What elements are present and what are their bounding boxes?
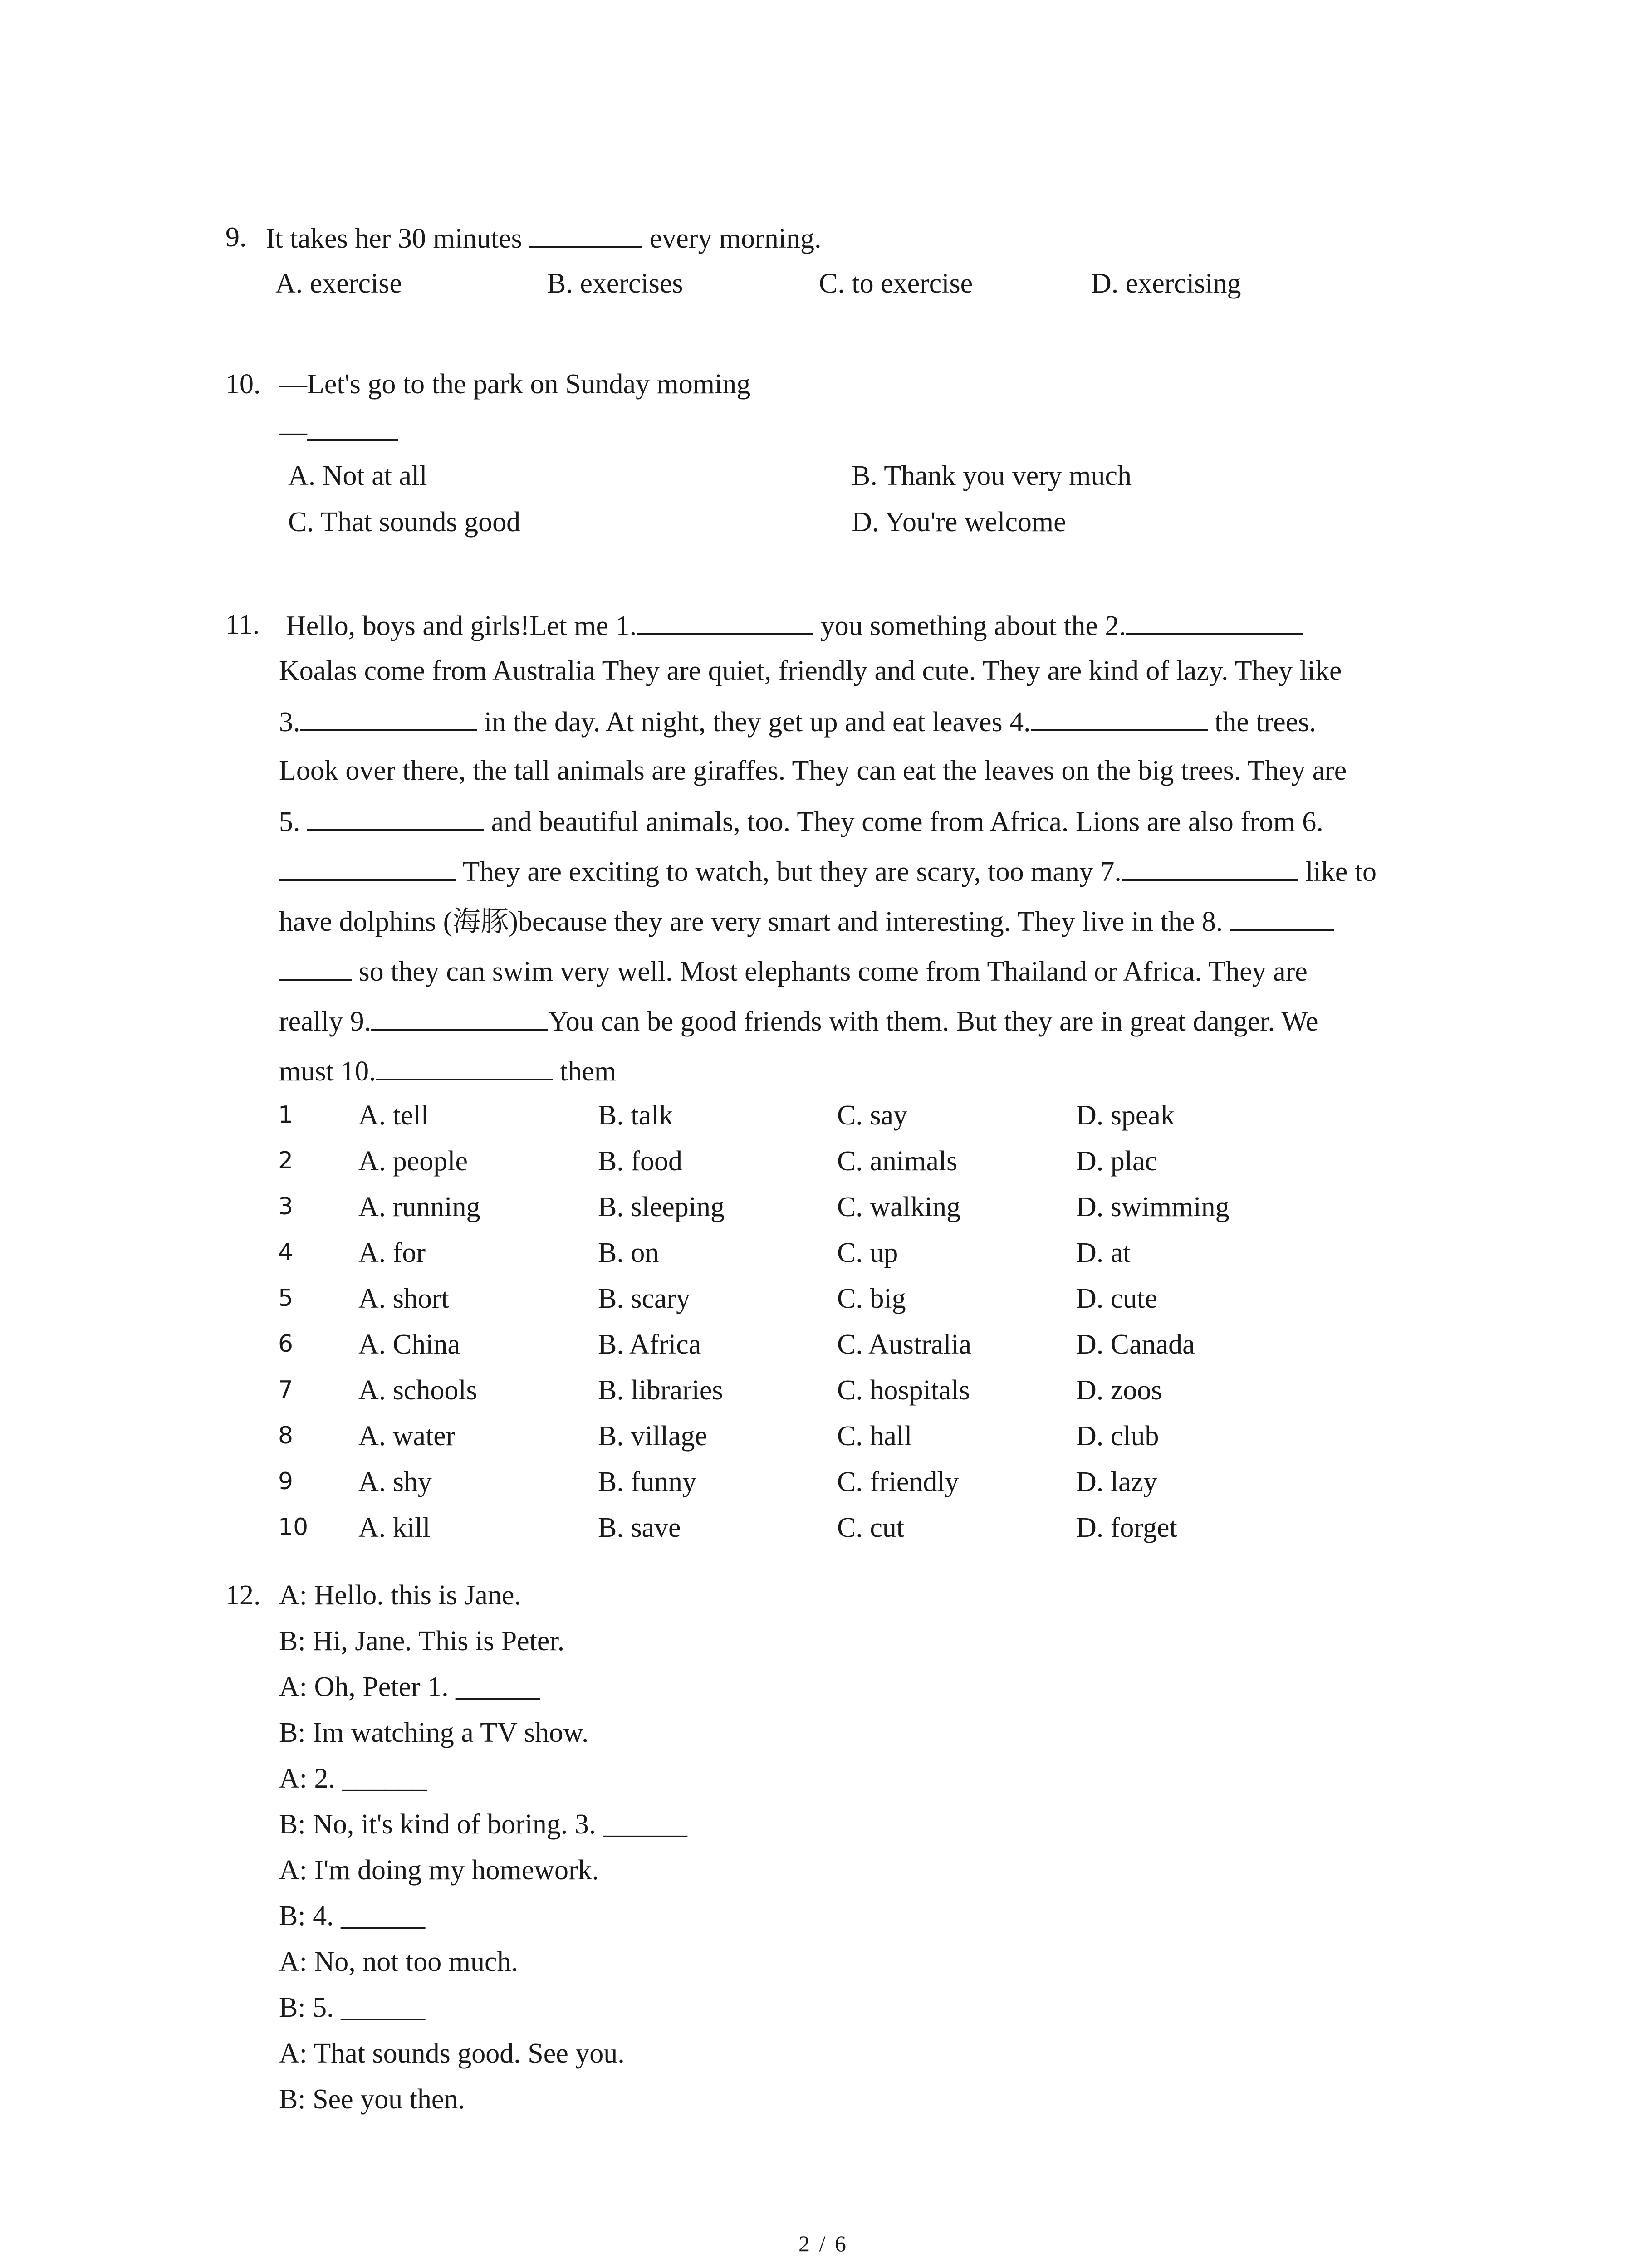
dialogue-line: A: That sounds good. See you.	[279, 2038, 625, 2069]
q11-text: 3.	[279, 707, 300, 738]
q11-text: so they can swim very well. Most elephants come from Thailand or Africa. They are	[358, 956, 1308, 987]
q10-reply	[279, 416, 398, 446]
q11-line-7	[279, 906, 1334, 936]
q9-blank[interactable]	[529, 223, 642, 248]
choice-option[interactable]: B. funny	[598, 1466, 696, 1497]
q11-text: Hello, boys and girls!Let me 1.	[286, 611, 637, 641]
q11-blank-10[interactable]	[376, 1056, 553, 1080]
q10-option-b[interactable]: B. Thank you very much	[852, 460, 1132, 491]
choice-option[interactable]: D. lazy	[1076, 1466, 1158, 1497]
choice-option[interactable]: D. speak	[1076, 1100, 1175, 1131]
choice-option[interactable]: A. people	[358, 1146, 468, 1177]
q9-stem-end: every morning.	[649, 223, 822, 254]
q11-text: You can be good friends with them. But they are in great danger. We	[548, 1006, 1318, 1037]
dialogue-line[interactable]: A: Oh, Peter 1. ______	[279, 1672, 540, 1702]
q11-text: them	[560, 1056, 617, 1087]
q11-line-8	[279, 956, 1308, 986]
choice-option[interactable]: C. big	[837, 1283, 906, 1314]
choice-option[interactable]: A. short	[358, 1283, 449, 1314]
q11-line-1	[286, 611, 1303, 640]
choice-option[interactable]: D. club	[1076, 1421, 1159, 1452]
choice-option[interactable]: B. libraries	[598, 1375, 723, 1406]
choice-option[interactable]: B. sleeping	[598, 1192, 725, 1222]
q11-line-2: Koalas come from Australia They are quiet, friendly and cute. They are kind of lazy. They like	[279, 655, 1342, 686]
choice-option[interactable]: C. Australia	[837, 1329, 972, 1360]
dialogue-line[interactable]: B: 5. ______	[279, 1992, 426, 2023]
q11-line-6	[279, 856, 1376, 886]
choice-option[interactable]: A. for	[358, 1237, 426, 1268]
dialogue-line: B: Hi, Jane. This is Peter.	[279, 1626, 565, 1657]
choice-row-number: 4	[278, 1239, 294, 1266]
q10-stem: —Let's go to the park on Sunday moming	[279, 369, 751, 400]
q11-text: the trees.	[1215, 707, 1316, 738]
choice-option[interactable]: B. talk	[598, 1100, 673, 1131]
q10-option-a[interactable]: A. Not at all	[288, 460, 427, 491]
choice-option[interactable]: C. hospitals	[837, 1375, 970, 1406]
choice-row-number: 7	[278, 1376, 294, 1403]
q11-line-3	[279, 707, 1316, 736]
q11-text: really 9.	[279, 1006, 372, 1037]
q9-number: 9.	[225, 222, 247, 253]
q9-stem	[266, 223, 822, 253]
choice-option[interactable]: C. say	[837, 1100, 907, 1131]
choice-option[interactable]: A. running	[358, 1192, 480, 1222]
choice-option[interactable]: C. friendly	[837, 1466, 959, 1497]
choice-option[interactable]: D. Canada	[1076, 1329, 1195, 1360]
q11-text: 5.	[279, 807, 300, 837]
choice-option[interactable]: B. Africa	[598, 1329, 701, 1360]
q11-number: 11.	[225, 609, 260, 640]
dialogue-line[interactable]: B: 4. ______	[279, 1901, 426, 1931]
choice-option[interactable]: B. village	[598, 1421, 708, 1452]
q10-reply-dash: —	[279, 416, 307, 447]
q11-blank-4[interactable]	[1031, 707, 1208, 731]
dialogue-line[interactable]: B: No, it's kind of boring. 3. ______	[279, 1809, 687, 1840]
choice-row-number: 9	[278, 1468, 294, 1495]
dialogue-line: A: I'm doing my homework.	[279, 1855, 599, 1886]
q9-option-a[interactable]: A. exercise	[275, 268, 402, 299]
q11-text: and beautiful animals, too. They come from Africa. Lions are also from 6.	[491, 807, 1323, 837]
q11-blank-9[interactable]	[371, 1006, 548, 1031]
q11-blank-1[interactable]	[637, 611, 813, 635]
choice-option[interactable]: C. animals	[837, 1146, 958, 1177]
choice-option[interactable]: A. China	[358, 1329, 460, 1360]
dialogue-line: B: Im watching a TV show.	[279, 1717, 589, 1748]
q11-blank-8b[interactable]	[279, 956, 352, 981]
choice-option[interactable]: D. zoos	[1076, 1375, 1162, 1406]
q10-option-c[interactable]: C. That sounds good	[288, 507, 521, 538]
choice-option[interactable]: C. up	[837, 1237, 898, 1268]
choice-option[interactable]: D. forget	[1076, 1512, 1177, 1543]
q11-text: have dolphins (海豚)because they are very smart and interesting. They live in the 8.	[279, 906, 1223, 937]
choice-option[interactable]: A. water	[358, 1421, 456, 1452]
choice-row-number: 5	[278, 1285, 294, 1312]
q9-option-b[interactable]: B. exercises	[547, 268, 683, 299]
q11-text: They are exciting to watch, but they are scary, too many 7.	[462, 856, 1122, 887]
choice-option[interactable]: B. food	[598, 1146, 682, 1177]
choice-row-number: 3	[278, 1193, 294, 1220]
choice-option[interactable]: B. scary	[598, 1283, 691, 1314]
q11-text: you something about the 2.	[820, 611, 1126, 641]
q11-text: like to	[1305, 856, 1377, 887]
q9-option-d[interactable]: D. exercising	[1091, 268, 1241, 299]
q11-blank-7[interactable]	[1122, 856, 1298, 881]
choice-option[interactable]: C. cut	[837, 1512, 905, 1543]
q10-blank[interactable]	[307, 416, 398, 441]
q11-blank-5[interactable]	[307, 807, 484, 831]
dialogue-line: A: No, not too much.	[279, 1946, 518, 1977]
choice-row-number: 6	[278, 1330, 294, 1358]
q11-blank-8a[interactable]	[1230, 906, 1334, 931]
q11-line-10	[279, 1056, 616, 1085]
choice-row-number: 8	[278, 1422, 294, 1449]
q10-number: 10.	[225, 369, 261, 400]
choice-option[interactable]: A. kill	[358, 1512, 431, 1543]
choice-option[interactable]: C. hall	[837, 1421, 912, 1452]
choice-option[interactable]: A. tell	[358, 1100, 429, 1131]
choice-option[interactable]: A. schools	[358, 1375, 477, 1406]
q9-option-c[interactable]: C. to exercise	[819, 268, 973, 299]
q11-blank-6[interactable]	[279, 856, 456, 881]
choice-option[interactable]: D. plac	[1076, 1146, 1158, 1177]
choice-row-number: 2	[278, 1147, 294, 1174]
choice-option[interactable]: D. cute	[1076, 1283, 1158, 1314]
q11-blank-3[interactable]	[300, 707, 477, 731]
q11-line-4: Look over there, the tall animals are giraffes. They can eat the leaves on the big trees. They are	[279, 755, 1347, 786]
choice-option[interactable]: B. save	[598, 1512, 681, 1543]
choice-option[interactable]: D. swimming	[1076, 1192, 1230, 1222]
choice-option[interactable]: B. on	[598, 1237, 659, 1268]
choice-option[interactable]: A. shy	[358, 1466, 432, 1497]
q12-number: 12.	[225, 1580, 261, 1611]
q11-line-5	[279, 807, 1323, 836]
dialogue-line: B: See you then.	[279, 2084, 465, 2115]
choice-row-number: 10	[278, 1514, 309, 1541]
q10-option-d[interactable]: D. You're welcome	[852, 507, 1066, 538]
choice-option[interactable]: C. walking	[837, 1192, 961, 1222]
choice-row-number: 1	[278, 1101, 294, 1129]
q11-line-9	[279, 1006, 1318, 1036]
dialogue-line: A: Hello. this is Jane.	[279, 1580, 521, 1611]
q9-stem-start: It takes her 30 minutes	[266, 223, 522, 254]
q11-text: must 10.	[279, 1056, 376, 1087]
q11-text: in the day. At night, they get up and eat leaves 4.	[484, 707, 1031, 738]
dialogue-line[interactable]: A: 2. ______	[279, 1763, 427, 1794]
choice-option[interactable]: D. at	[1076, 1237, 1131, 1268]
page-number: 2 / 6	[798, 2231, 848, 2256]
q11-blank-2[interactable]	[1126, 611, 1303, 635]
